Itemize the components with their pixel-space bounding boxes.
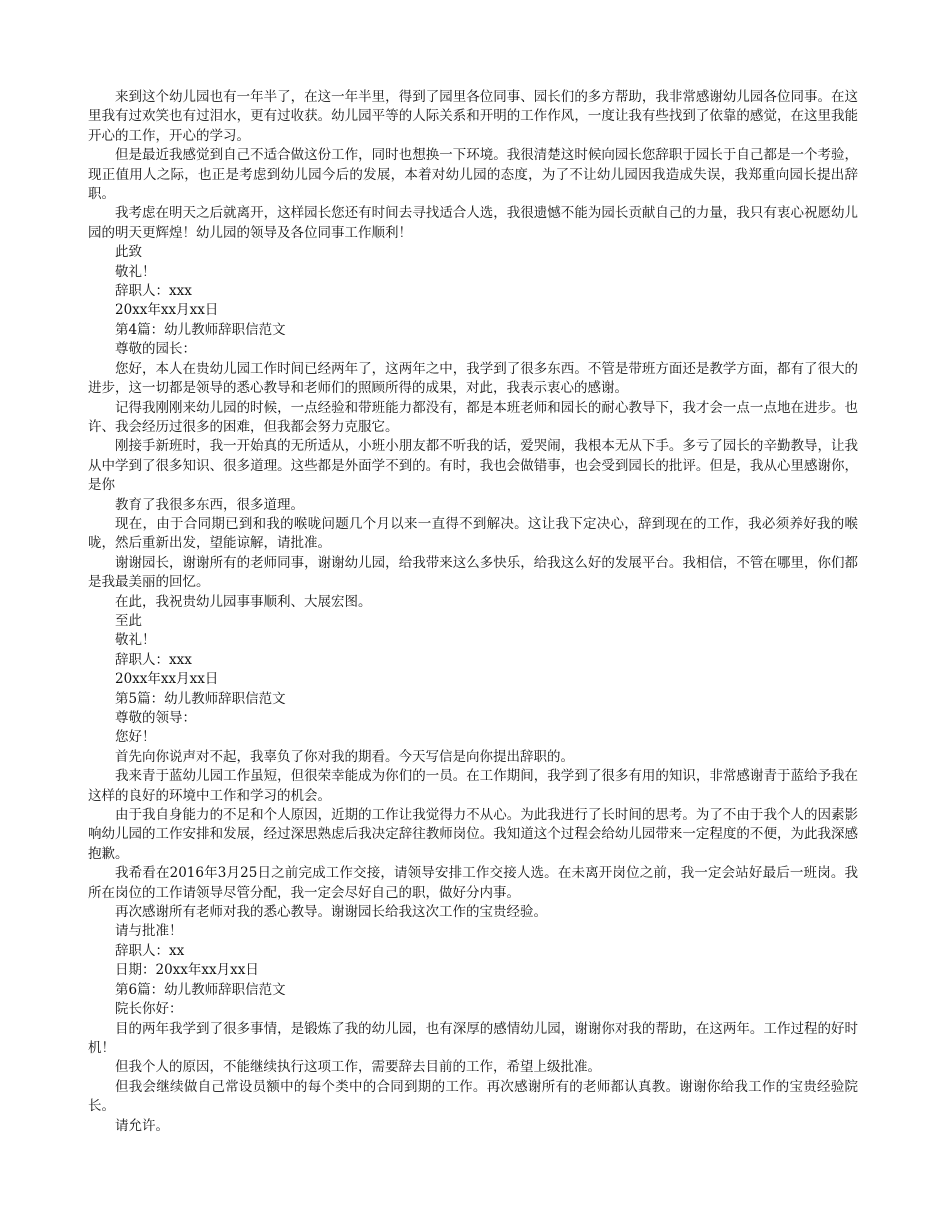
paragraph: 在此，我祝贵幼儿园事事顺利、大展宏图。 (115, 593, 372, 610)
closing-salutation: 至此 (115, 612, 142, 629)
paragraph: 现在，由于合同期已到和我的喉咙问题几个月以来一直得不到解决。这让我下定决心，辞到现在的工作，我必须养好我的喉咙，然后重新出发，望能谅解，请批准。 (88, 515, 858, 552)
section-heading: 第5篇：幼儿教师辞职信范文 (115, 690, 286, 707)
paragraph: 我希看在2016年3月25日之前完成工作交接，请领导安排工作交接人选。在未离开岗位之前，我一定会站好最后一班岗。我所在岗位的工作请领导尽管分配，我一定会尽好自己的职，做好分内事。 (88, 865, 858, 901)
closing-salutation: 请与批准！ (115, 923, 183, 940)
paragraph: 刚接手新班时，我一开始真的无所适从，小班小朋友都不听我的话，爱哭闹，我根本无从下手。多亏了园长的辛勤教导，让我从中学到了很多知识、很多道理。这些都是外面学不到的。有时，我也会做错事，也会受到园长的批评。但是，我从心里感谢你，是你 (88, 438, 858, 494)
paragraph: 但我会继续做自己常设员额中的每个类中的合同到期的工作。再次感谢所有的老师都认真教。谢谢你给我工作的宝贵经验院长。 (88, 1078, 858, 1115)
signature-line: 辞职人：xxx (115, 651, 192, 668)
paragraph: 目的两年我学到了很多事情，是锻炼了我的幼儿园，也有深厚的感情幼儿园，谢谢你对我的帮助，在这两年。工作过程的好时机！ (88, 1020, 858, 1056)
paragraph: 再次感谢所有老师对我的悉心教导。谢谢园长给我这次工作的宝贵经验。 (115, 904, 547, 921)
closing-salutation: 此致 (115, 244, 142, 261)
greeting: 您好！ (115, 729, 156, 746)
section-heading: 第6篇：幼儿教师辞职信范文 (115, 981, 286, 998)
paragraph: 我来青于蓝幼儿园工作虽短，但很荣幸能成为你们的一员。在工作期间，我学到了很多有用的知识，非常感谢青于蓝给予我在这样的良好的环境中工作和学习的机会。 (88, 768, 858, 804)
greeting: 尊敬的园长： (115, 341, 196, 358)
paragraph: 您好，本人在贵幼儿园工作时间已经两年了，这两年之中，我学到了很多东西。不管是带班方面还是教学方面，都有了很大的进步，这一切都是领导的悉心教导和老师们的照顾所得的成果，对此，我表示衷心的感谢。 (88, 360, 858, 397)
paragraph: 我考虑在明天之后就离开，这样园长您还有时间去寻找适合人选，我很遗憾不能为园长贡献自己的力量，我只有衷心祝愿幼儿园的明天更辉煌！幼儿园的领导及各位同事工作顺利！ (88, 205, 858, 241)
paragraph: 教育了我很多东西，很多道理。 (115, 496, 304, 513)
closing-salutation: 敬礼！ (115, 632, 156, 649)
signature-line: 辞职人：xx (115, 942, 185, 959)
paragraph: 但我个人的原因，不能继续执行这项工作，需要辞去目前的工作，希望上级批准。 (115, 1059, 601, 1076)
date-line: 20xx年xx月xx日 (115, 671, 219, 688)
greeting: 院长你好： (115, 1001, 183, 1018)
document-body (88, 88, 858, 1136)
date-line: 日期：20xx年xx月xx日 (115, 962, 259, 979)
closing-salutation: 敬礼！ (115, 263, 156, 280)
closing-salutation: 请允许。 (115, 1117, 169, 1134)
greeting: 尊敬的领导： (115, 710, 196, 726)
date-line: 20xx年xx月xx日 (115, 302, 219, 319)
paragraph: 由于我自身能力的不足和个人原因，近期的工作让我觉得力不从心。为此我进行了长时间的思考。为了不由于我个人的因素影响幼儿园的工作安排和发展，经过深思熟虑后我决定辞往教师岗位。我知道这个过程会给幼儿园带来一定程度的不便，为此我深感抱歉。 (88, 807, 858, 862)
paragraph: 但是最近我感觉到自己不适合做这份工作，同时也想换一下环境。我很清楚这时候向园长您辞职于园长于自己都是一个考验，现正值用人之际，也正是考虑到幼儿园今后的发展，本着对幼儿园的态度，为了不让幼儿园因我造成失误，我郑重向园长提出辞职。 (88, 147, 858, 203)
paragraph: 谢谢园长，谢谢所有的老师同事，谢谢幼儿园，给我带来这么多快乐，给我这么好的发展平台。我相信，不管在哪里，你们都是我最美丽的回忆。 (88, 554, 858, 591)
signature-line: 辞职人：xxx (115, 283, 192, 300)
paragraph: 来到这个幼儿园也有一年半了，在这一年半里，得到了园里各位同事、园长们的多方帮助，我非常感谢幼儿园各位同事。在这里我有过欢笑也有过泪水，更有过收获。幼儿园平等的人际关系和开明的工作作风，一度让我有些找到了依靠的感觉，在这里我能开心的工作，开心的学习。 (88, 89, 858, 144)
section-heading: 第4篇：幼儿教师辞职信范文 (115, 321, 286, 338)
paragraph: 记得我刚刚来幼儿园的时候，一点经验和带班能力都没有，都是本班老师和园长的耐心教导下，我才会一点一点地在进步。也许、我会经历过很多的困难，但我都会努力克服它。 (88, 399, 858, 435)
paragraph: 首先向你说声对不起，我辜负了你对我的期看。今天写信是向你提出辞职的。 (115, 748, 574, 765)
